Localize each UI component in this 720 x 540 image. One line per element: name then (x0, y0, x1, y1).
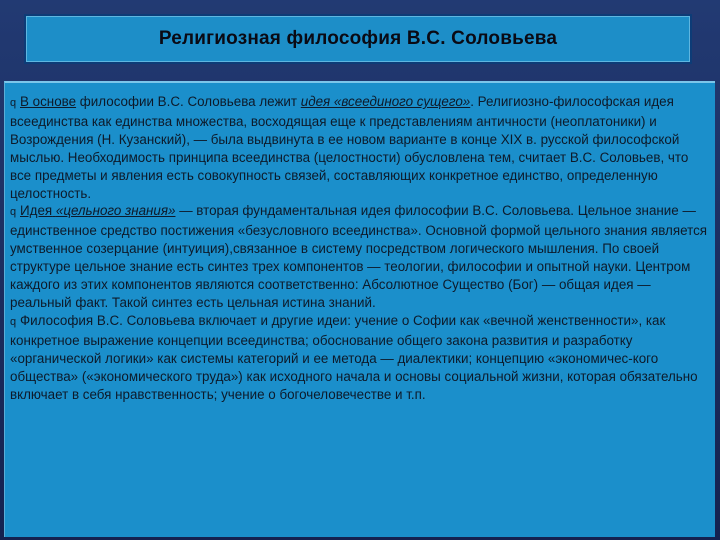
slide-title: Религиозная философия В.С. Соловьева (158, 28, 558, 49)
text-run: — вторая фундаментальная идея философии В.С. Соловьева. Цельное знание — единственное средство постижения «безусловного всеединства». Основной формой цельного знания является умственное созерцание (интуиция),связанное в систему посредством логического мышления. По своей структуре цельное знание есть синтез трех компонентов — теологии, философии и опытной науки. Центром каждого из этих компонентов являются соответственно: Абсолютное Существо (Бог) — общая идея — реальный факт. Такой синтез есть цельная истина знаний. (10, 203, 708, 310)
text-run: Философия В.С. Соловьева включает и другие идеи: учение о Софии как «вечной женственности», как конкретное выражение концепции всеединства; обоснование общего закона развития и разработку «органической логики» как системы категорий и ее метода — диалектики; концепцию «экономичес-кого общества» («экономического труда») как исходного начала и основы социальной жизни, которая обязательно включает в себя нравственность; учение о богочеловечестве и т.п. (10, 312, 698, 402)
paragraph-1 (10, 93, 710, 202)
text-run: Идея (20, 203, 53, 219)
bullet-icon: q (10, 206, 17, 219)
bullet-icon: q (10, 315, 17, 328)
title-panel (24, 14, 692, 64)
content-text (10, 93, 710, 403)
text-run: идея «всеединого сущего» (300, 94, 471, 109)
text-run: . Религиозно-философская идея всеединства как единства множества, восходящая еще к представлениям античности (неоплатоники) и Возрождения (Н. Кузанский), — была выдвинута в ее новом варианте в конце XIX в. русской философской мыслью. Необходимость принципа всеединства (целостности) обусловлена тем, считает В.С. Соловьев, что все предметы и явления есть совокупность связей, составляющих конкретное единство, определенную целостность. (10, 94, 689, 201)
text-run: В основе (20, 94, 77, 109)
text-run: «цельного знания» (55, 203, 176, 219)
text-run: философии В.С. Соловьева лежит (76, 94, 301, 109)
paragraph-2 (10, 202, 710, 311)
paragraph-3 (10, 312, 710, 404)
bullet-icon: q (10, 97, 17, 109)
content-panel (4, 81, 715, 537)
